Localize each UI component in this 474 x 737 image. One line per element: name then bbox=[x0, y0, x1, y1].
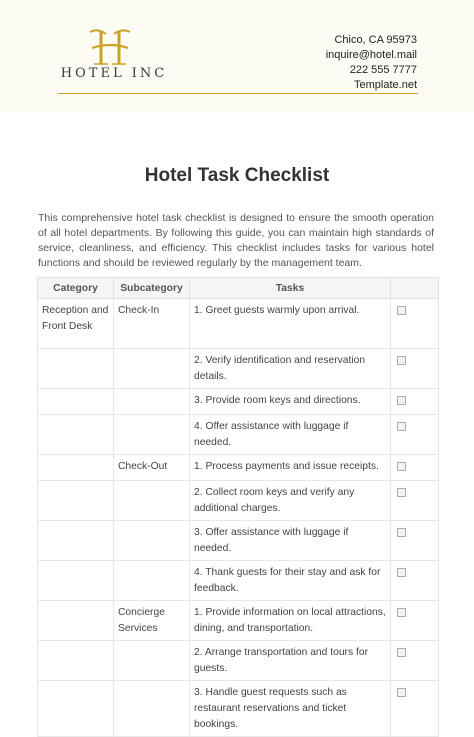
checkbox-cell bbox=[391, 641, 439, 681]
subcategory-cell: Concierge Services bbox=[114, 601, 190, 641]
checkbox-cell bbox=[391, 481, 439, 521]
checkbox-cell bbox=[391, 521, 439, 561]
address: Chico, CA 95973 bbox=[334, 34, 417, 46]
checkbox-cell bbox=[391, 455, 439, 481]
task-checklist-table bbox=[37, 277, 439, 737]
checkbox-cell bbox=[391, 415, 439, 455]
intro-paragraph: This comprehensive hotel task checklist is designed to ensure the smooth operation of all hotel departments. By following this guide, you can maintain high standards of service, cleanliness, and efficiency. This checklist includes tasks for various hotel functions and should be reviewed regularly by the management team. bbox=[38, 212, 434, 269]
category-cell bbox=[38, 521, 114, 561]
hotel-h-logo-icon bbox=[86, 26, 134, 68]
header-category: Category bbox=[38, 278, 114, 299]
subcategory-cell bbox=[114, 681, 190, 737]
subcategory-cell: Check-In bbox=[114, 299, 190, 349]
task-checkbox[interactable] bbox=[397, 488, 406, 497]
category-cell bbox=[38, 349, 114, 389]
task-checkbox[interactable] bbox=[397, 462, 406, 471]
task-cell: 2. Verify identification and reservation details. bbox=[190, 349, 391, 389]
header-tasks: Tasks bbox=[190, 278, 391, 299]
subcategory-cell bbox=[114, 349, 190, 389]
subcategory-cell: Check-Out bbox=[114, 455, 190, 481]
header-subcategory: Subcategory bbox=[114, 278, 190, 299]
category-cell bbox=[38, 455, 114, 481]
task-cell: 3. Handle guest requests such as restaurant reservations and ticket bookings. bbox=[190, 681, 391, 737]
task-checkbox[interactable] bbox=[397, 568, 406, 577]
table-row bbox=[38, 349, 439, 389]
task-cell: 1. Process payments and issue receipts. bbox=[190, 455, 391, 481]
letterhead bbox=[0, 0, 474, 112]
task-cell: 2. Collect room keys and verify any additional charges. bbox=[190, 481, 391, 521]
table-header-row bbox=[38, 278, 439, 299]
logo-text: HOTEL INC bbox=[60, 66, 168, 81]
task-checkbox[interactable] bbox=[397, 528, 406, 537]
table-row bbox=[38, 561, 439, 601]
checkbox-cell bbox=[391, 561, 439, 601]
category-cell bbox=[38, 481, 114, 521]
task-cell: 4. Thank guests for their stay and ask for feedback. bbox=[190, 561, 391, 601]
task-cell: 1. Provide information on local attractions, dining, and transportation. bbox=[190, 601, 391, 641]
task-cell: 1. Greet guests warmly upon arrival. bbox=[190, 299, 391, 349]
task-checkbox[interactable] bbox=[397, 648, 406, 657]
task-checkbox[interactable] bbox=[397, 688, 406, 697]
email: inquire@hotel.mail bbox=[325, 49, 417, 61]
table-row bbox=[38, 641, 439, 681]
subcategory-cell bbox=[114, 561, 190, 601]
task-checkbox[interactable] bbox=[397, 422, 406, 431]
task-checkbox[interactable] bbox=[397, 608, 406, 617]
category-cell bbox=[38, 641, 114, 681]
task-checkbox[interactable] bbox=[397, 396, 406, 405]
table-row bbox=[38, 455, 439, 481]
category-cell bbox=[38, 681, 114, 737]
header-divider bbox=[58, 93, 418, 94]
task-checkbox[interactable] bbox=[397, 356, 406, 365]
subcategory-cell bbox=[114, 521, 190, 561]
category-cell: Reception and Front Desk bbox=[38, 299, 114, 349]
task-checkbox[interactable] bbox=[397, 306, 406, 315]
checkbox-cell bbox=[391, 681, 439, 737]
document-title: Hotel Task Checklist bbox=[144, 165, 330, 186]
checkbox-cell bbox=[391, 389, 439, 415]
subcategory-cell bbox=[114, 415, 190, 455]
table-row bbox=[38, 299, 439, 349]
website: Template.net bbox=[354, 79, 417, 91]
table-row bbox=[38, 415, 439, 455]
contact-block bbox=[326, 33, 417, 93]
category-cell bbox=[38, 561, 114, 601]
table-row bbox=[38, 481, 439, 521]
task-cell: 2. Arrange transportation and tours for guests. bbox=[190, 641, 391, 681]
task-cell: 3. Offer assistance with luggage if needed. bbox=[190, 521, 391, 561]
checkbox-cell bbox=[391, 299, 439, 349]
checkbox-cell bbox=[391, 601, 439, 641]
task-cell: 4. Offer assistance with luggage if needed. bbox=[190, 415, 391, 455]
header-check bbox=[391, 278, 439, 299]
table-row bbox=[38, 521, 439, 561]
task-cell: 3. Provide room keys and directions. bbox=[190, 389, 391, 415]
category-cell bbox=[38, 389, 114, 415]
subcategory-cell bbox=[114, 481, 190, 521]
phone: 222 555 7777 bbox=[349, 64, 417, 76]
checkbox-cell bbox=[391, 349, 439, 389]
category-cell bbox=[38, 601, 114, 641]
table-row bbox=[38, 681, 439, 737]
table-row bbox=[38, 601, 439, 641]
category-cell bbox=[38, 415, 114, 455]
table-row bbox=[38, 389, 439, 415]
subcategory-cell bbox=[114, 389, 190, 415]
subcategory-cell bbox=[114, 641, 190, 681]
